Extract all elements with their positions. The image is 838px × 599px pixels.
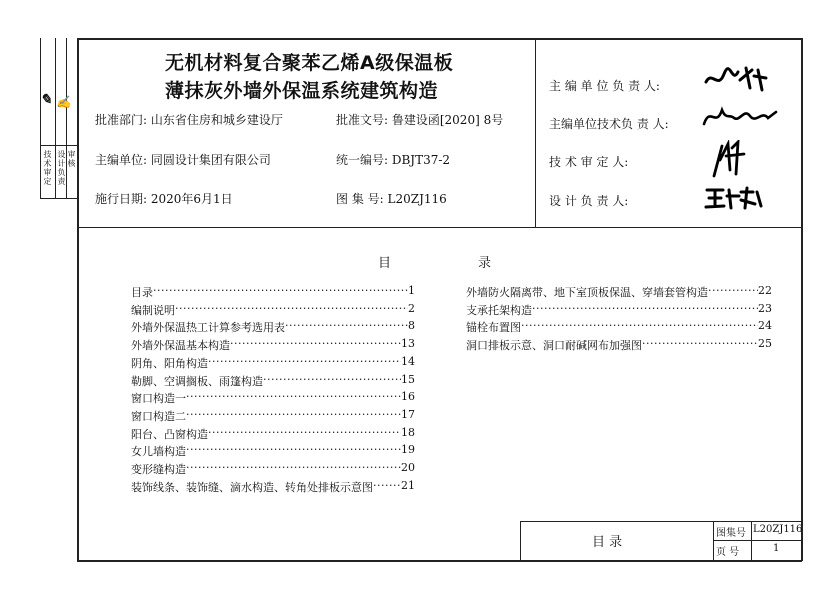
toc-entry-page: 18 (401, 425, 415, 439)
signature-2 (700, 100, 780, 130)
toc-entry-page: 19 (401, 443, 415, 457)
toc-entry (131, 284, 415, 300)
toc-entry-label: 女儿墙构造 (131, 445, 186, 459)
toc-entry-label: 窗口构造一 (131, 392, 186, 406)
toc-leader-dots (373, 479, 401, 495)
signature-3 (708, 140, 748, 180)
signature-1 (700, 62, 770, 94)
toc-entry-page: 8 (408, 319, 415, 333)
toc-leader-dots (186, 408, 401, 424)
toc-leader-dots (186, 443, 401, 459)
toc-entry-page: 14 (401, 354, 415, 368)
toc-entry (131, 319, 415, 335)
toc-entry (131, 390, 415, 406)
toc-entry-label: 变形缝构造 (131, 463, 186, 476)
effective-date: 施行日期: 2020年6月1日 (95, 192, 233, 206)
toc-leader-dots (186, 461, 401, 477)
toc-entry (131, 355, 415, 371)
toc-entry (131, 373, 415, 389)
toc-heading-right: 录 (478, 256, 492, 271)
toc-entry (466, 302, 772, 318)
toc-entry-label: 洞口排板示意、洞口耐碱网布加强图 (466, 339, 642, 353)
resp-design-lead: 设 计 负 责 人: (549, 194, 629, 208)
toc-leader-dots (532, 302, 758, 318)
toc-entry (131, 461, 415, 477)
toc-entry (131, 408, 415, 424)
approve-dept: 批准部门: 山东省住房和城乡建设厅 (95, 113, 283, 127)
toc-entry (466, 319, 772, 335)
editor-unit: 主编单位: 同圆设计集团有限公司 (95, 153, 271, 167)
toc-entry-label: 支承托架构造 (466, 303, 532, 317)
toc-leader-dots (230, 337, 401, 353)
title-line-2: 薄抹灰外墙外保温系统建筑构造 (165, 80, 439, 102)
toc-entry (131, 426, 415, 442)
toc-entry-page: 16 (401, 390, 415, 404)
toc-leader-dots (153, 284, 408, 300)
title-line-1: 无机材料复合聚苯乙烯A级保温板 (165, 52, 454, 74)
toc-entry-page: 21 (401, 478, 415, 492)
toc-entry-page: 20 (401, 461, 415, 474)
toc-leader-dots (642, 337, 758, 353)
page-value: 1 (773, 543, 780, 554)
toc-leader-dots (186, 390, 401, 406)
toc-leader-dots (521, 319, 758, 335)
toc-entry-page: 13 (401, 337, 415, 351)
toc-entry (131, 479, 415, 495)
strip-cell-3: 审核 (67, 150, 76, 168)
unified-number: 统一编号: DBJT37-2 (336, 153, 451, 167)
toc-entry (466, 337, 772, 353)
toc-entry-page: 25 (758, 337, 772, 351)
toc-leader-dots (708, 284, 758, 300)
toc-entry-label: 外墙防火隔离带、地下室顶板保温、穿墙套管构造 (466, 286, 708, 299)
atlas-value: L20ZJ116 (753, 524, 803, 535)
toc-entry-page: 1 (408, 284, 415, 297)
toc-entry-label: 装饰线条、装饰缝、滴水构造、转角处排板示意图 (131, 480, 373, 494)
toc-leader-dots (175, 302, 408, 318)
strip-cell-2: 设计负责 (57, 150, 66, 186)
toc-entry-page: 23 (758, 301, 772, 315)
strip-cell-1: 技术审定 (43, 150, 52, 186)
toc-leader-dots (208, 426, 401, 442)
toc-entry-label: 外墙外保温热工计算参考选用表 (131, 321, 285, 335)
toc-heading-left: 目 (378, 256, 392, 271)
atlas-label: 图集号 (716, 528, 746, 539)
toc-leader-dots (263, 373, 401, 389)
toc-entry-label: 窗口构造二 (131, 409, 186, 423)
toc-entry-label: 勒脚、空调搁板、雨篷构造 (131, 374, 263, 388)
resp-chief-unit: 主 编 单 位 负 责 人: (549, 79, 660, 93)
toc-entry-label: 外墙外保温基本构造 (131, 339, 230, 353)
toc-entry-label: 编制说明 (131, 303, 175, 317)
resp-tech-chief: 主编单位技术负 责 人: (549, 117, 669, 131)
resp-tech-review: 技 术 审 定 人: (549, 155, 629, 169)
toc-entry-label: 锚栓布置图 (466, 321, 521, 335)
toc-entry-label: 目录 (131, 286, 153, 299)
toc-entry-page: 15 (401, 372, 415, 386)
toc-entry-page: 2 (408, 301, 415, 315)
strip-signature-1: ✎ (40, 92, 52, 108)
toc-entry-label: 阴角、阳角构造 (131, 356, 208, 370)
toc-entry (131, 302, 415, 318)
toc-entry-label: 阳台、凸窗构造 (131, 427, 208, 441)
toc-leader-dots (285, 319, 408, 335)
toc-entry (131, 337, 415, 353)
atlas-number: 图 集 号: L20ZJ116 (336, 192, 447, 206)
toc-entry (131, 443, 415, 459)
toc-leader-dots (208, 355, 401, 371)
toc-entry (466, 284, 772, 300)
toc-entry-page: 17 (401, 407, 415, 421)
toc-entry-page: 22 (758, 284, 772, 297)
approve-doc: 批准文号: 鲁建设函[2020] 8号 (336, 113, 504, 127)
signature-4 (703, 184, 767, 212)
strip-signature-2: ✍ (56, 95, 71, 109)
page-label: 页 号 (716, 547, 740, 558)
toc-entry-page: 24 (758, 319, 772, 333)
title-block-name: 目 录 (592, 535, 623, 550)
